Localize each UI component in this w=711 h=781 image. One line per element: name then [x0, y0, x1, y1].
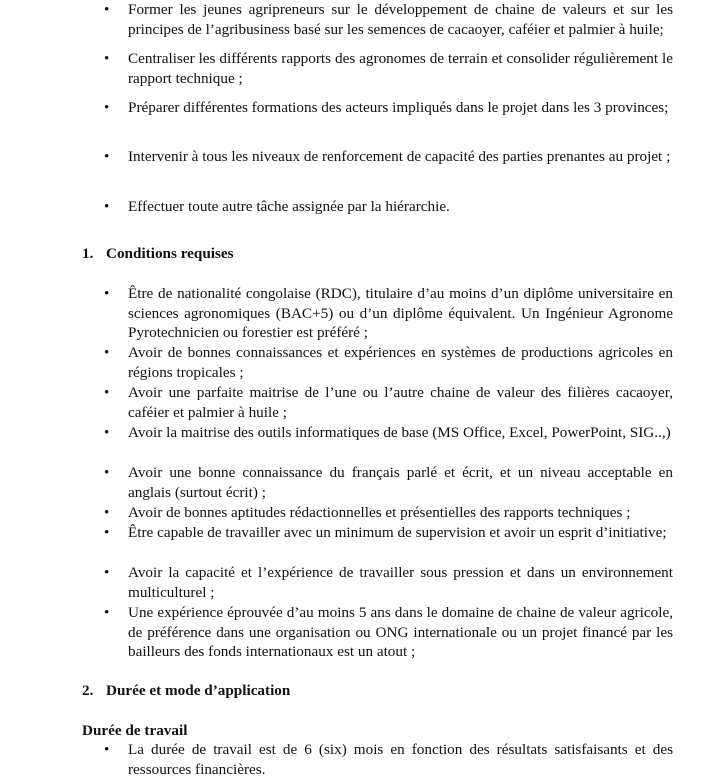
task-item: • Effectuer toute autre tâche assignée par la hiérarchie.: [128, 197, 673, 217]
section-number: 1.: [82, 245, 94, 262]
requirement-item: • Être de nationalité congolaise (RDC), titulaire d’au moins d’un diplôme universitaire en sciences agronomiques (BAC+5) ou d’un diplôme équivalent. Un Ingénieur Agronome Pyrotechnicien ou forestier est préféré ;: [128, 284, 673, 343]
requirement-item: • Avoir de bonnes connaissances et expériences en systèmes de productions agricoles en régions tropicales ;: [128, 343, 673, 382]
subheading-text: Durée de travail: [82, 722, 188, 739]
section-title: Conditions requises: [106, 245, 234, 262]
requirement-item: • Avoir la capacité et l’expérience de travailler sous pression et dans un environnement multiculturel ;: [128, 563, 673, 602]
requirement-item: • Avoir de bonnes aptitudes rédactionnelles et présentielles des rapports techniques ;: [128, 503, 673, 523]
section-title: Durée et mode d’application: [106, 682, 291, 699]
subheading-work-duration: [82, 721, 187, 741]
duration-item: • La durée de travail est de 6 (six) mois en fonction des résultats satisfaisants et des ressources financières.: [128, 740, 673, 779]
requirement-item: • Avoir une bonne connaissance du français parlé et écrit, et un niveau acceptable en anglais (surtout écrit) ;: [128, 463, 673, 502]
task-item: • Intervenir à tous les niveaux de renforcement de capacité des parties prenantes au projet ;: [128, 147, 673, 167]
requirement-item: • Avoir une parfaite maitrise de l’une ou l’autre chaine de valeur des filières cacaoyer, caféier et palmier à huile ;: [128, 383, 673, 422]
task-item: • Former les jeunes agripreneurs sur le développement de chaine de valeurs et sur les principes de l’agribusiness basé sur les semences de cacaoyer, caféier et palmier à huile;: [128, 0, 673, 39]
task-item: • Centraliser les différents rapports des agronomes de terrain et consolider régulièrement le rapport technique ;: [128, 49, 673, 88]
requirement-item: • Une expérience éprouvée d’au moins 5 ans dans le domaine de chaine de valeur agricole, de préférence dans une organisation ou ONG internationale ou un projet financé par les bailleurs des fonds internationaux est un atout ;: [128, 603, 673, 662]
requirement-item: • Être capable de travailler avec un minimum de supervision et avoir un esprit d’initiative;: [128, 523, 673, 543]
requirement-item: • Avoir la maitrise des outils informatiques de base (MS Office, Excel, PowerPoint, SIG..,): [128, 423, 673, 443]
section-number: 2.: [82, 682, 94, 699]
task-item: • Préparer différentes formations des acteurs impliqués dans le projet dans les 3 provinces;: [128, 98, 673, 118]
